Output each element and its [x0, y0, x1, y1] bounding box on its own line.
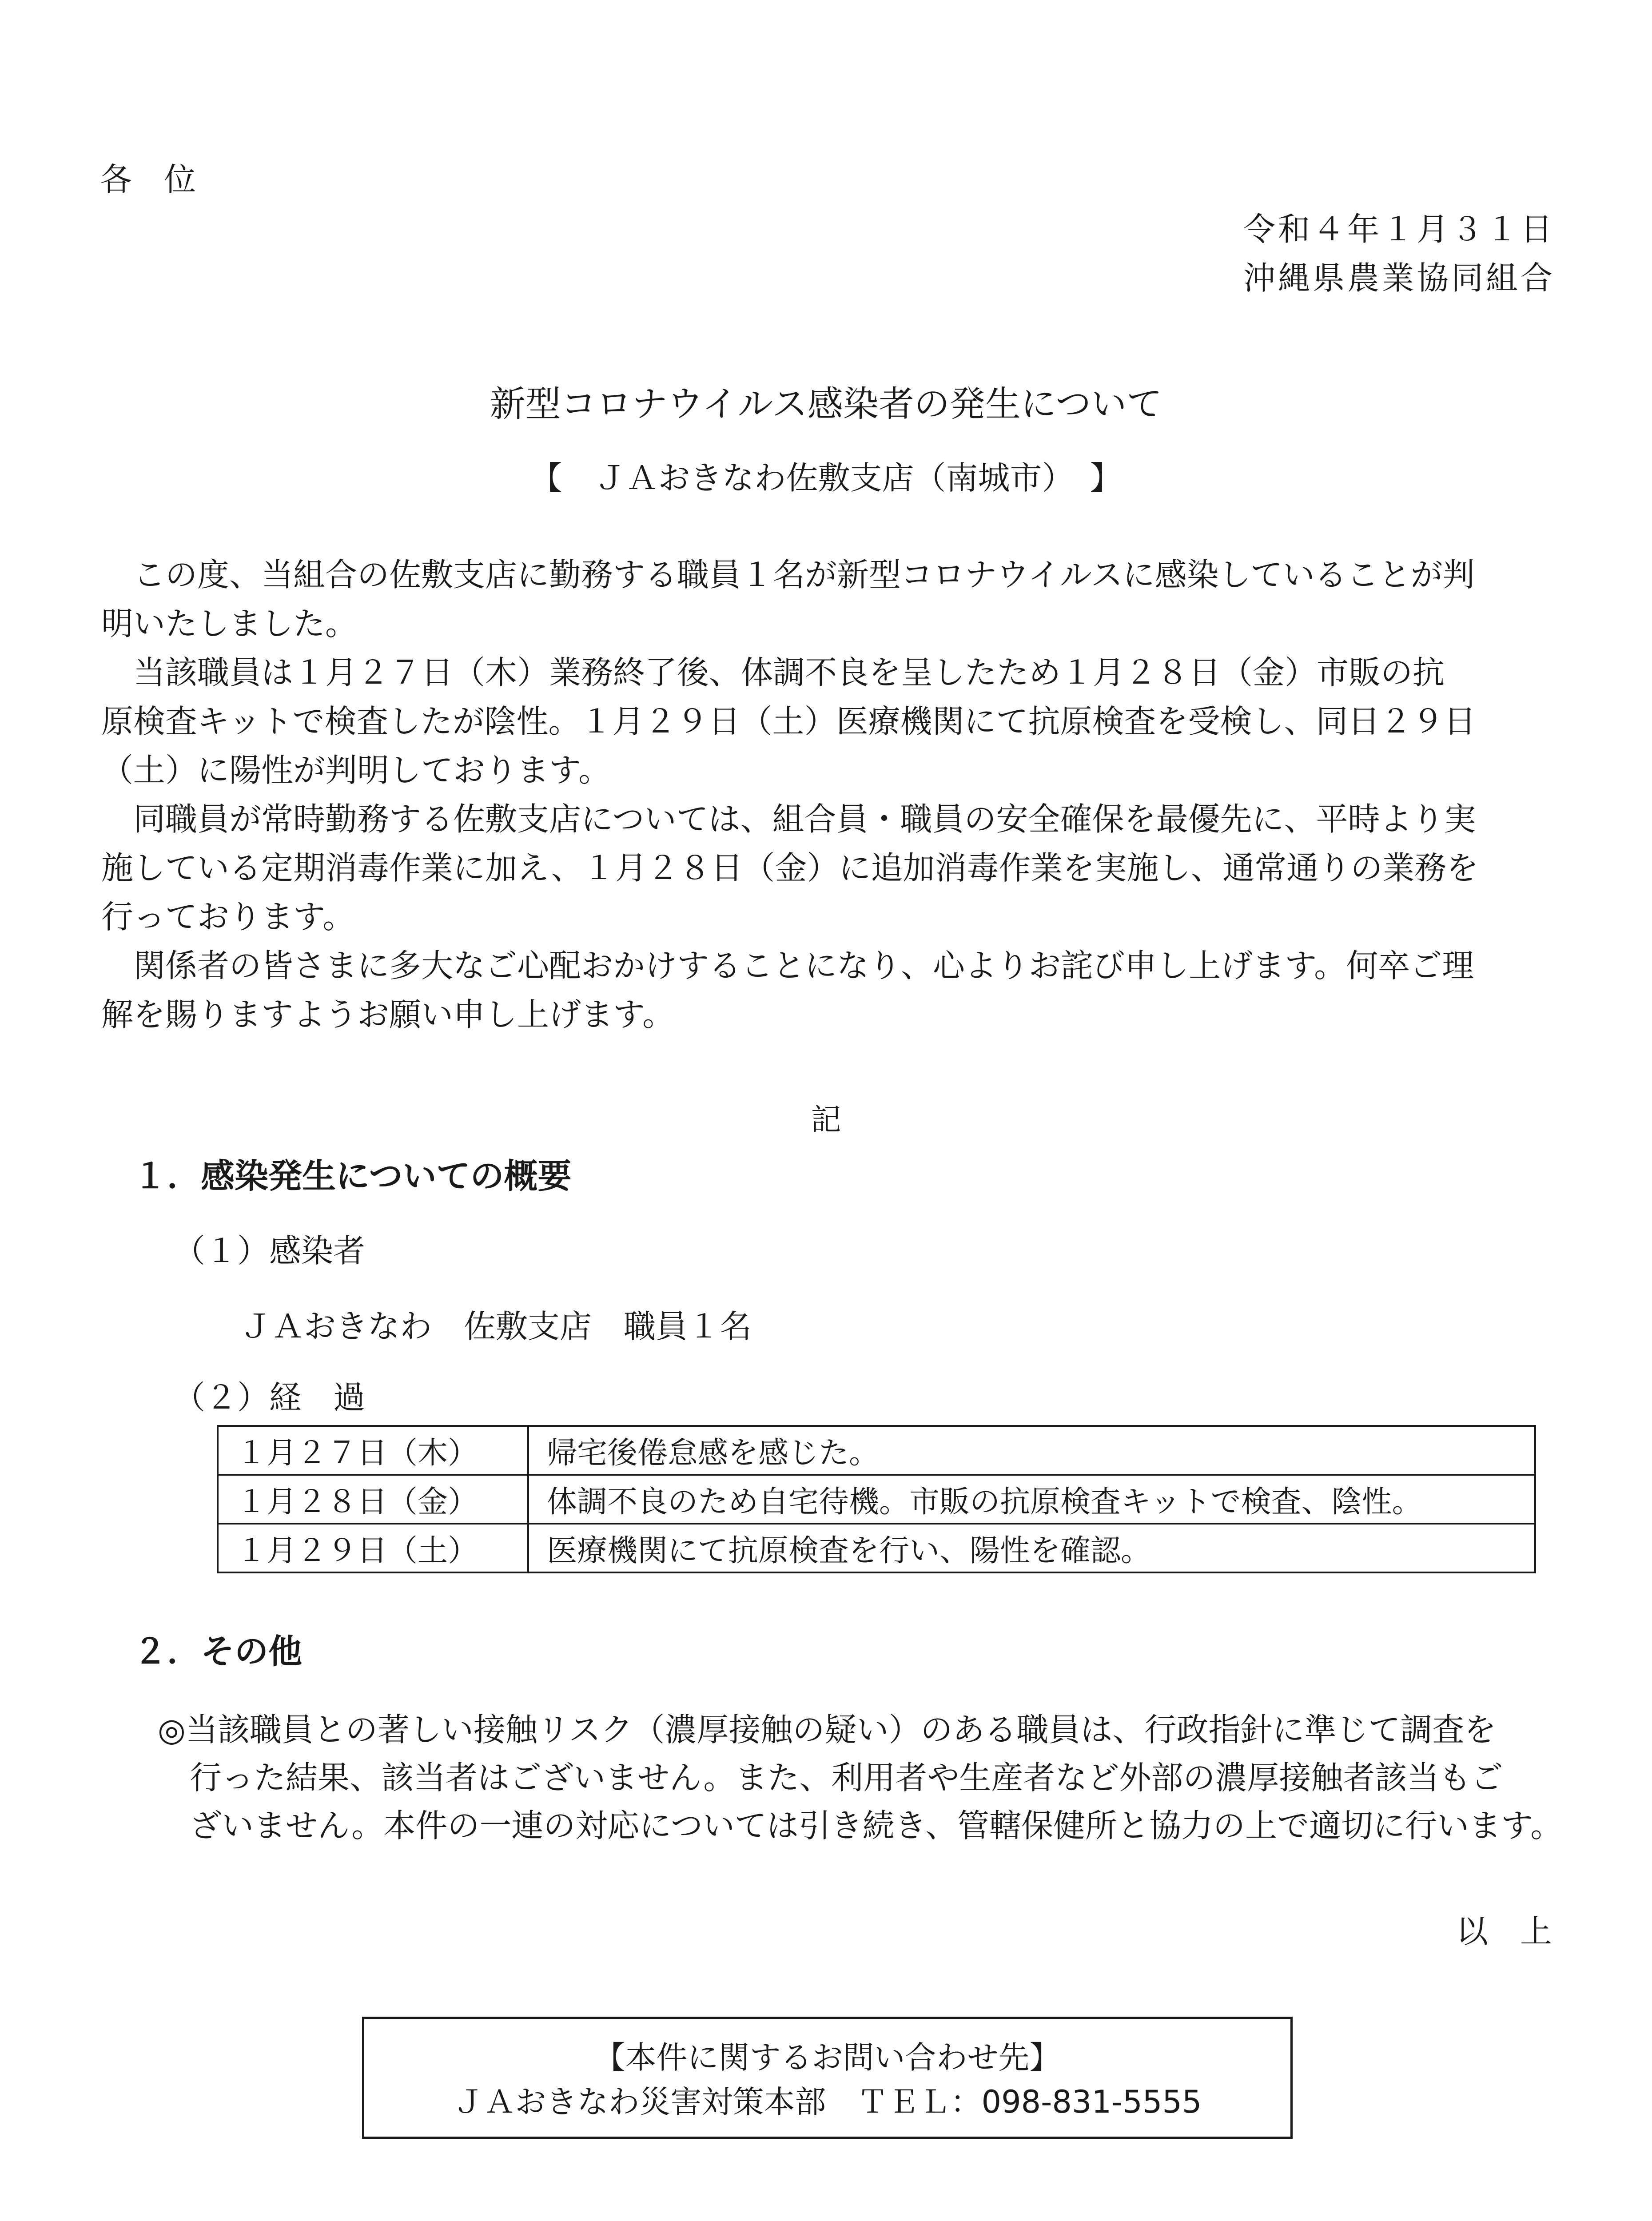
addressee: 各 位	[100, 161, 196, 198]
body-line: 施している定期消毒作業に加え、１月２８日（金）に追加消毒作業を実施し、通常通りの業務を	[101, 849, 1479, 887]
body-line: 同職員が常時勤務する佐敷支店については、組合員・職員の安全確保を最優先に、平時より実	[101, 800, 1476, 838]
body-line: 原検査キットで検査したが陰性。１月２９日（土）医療機関にて抗原検査を受検し、同日２９日	[101, 703, 1476, 740]
issue-date: 令和４年１月３１日	[1243, 211, 1555, 248]
table-row	[218, 1475, 1535, 1524]
timeline-table	[217, 1425, 1536, 1573]
record-mark: 記	[811, 1103, 841, 1138]
section2-line: ざいません。本件の一連の対応については引き続き、管轄保健所と協力の上で適切に行います。	[158, 1807, 1563, 1844]
section2-heading: ２．その他	[133, 1632, 302, 1671]
section2-line: 行った結果、該当者はございません。また、利用者や生産者など外部の濃厚接触者該当もご	[158, 1759, 1503, 1796]
section1-heading: １．感染発生についての概要	[133, 1156, 572, 1196]
infected-label: （１）感染者	[173, 1232, 366, 1270]
timeline-event: 体調不良のため自宅待機。市販の抗原検査キットで検査、陰性。	[528, 1475, 1535, 1524]
body-line: 関係者の皆さまに多大なご心配おかけすることになり、心よりお詫び申し上げます。何卒ご理	[101, 947, 1474, 984]
document-subtitle: 【 ＪＡおきなわ佐敷支店（南城市） 】	[530, 459, 1122, 497]
contact-heading: 【本件に関するお問い合わせ先】	[594, 2039, 1061, 2076]
table-row	[218, 1426, 1535, 1475]
body-line: （土）に陽性が判明しております。	[101, 752, 611, 789]
infected-value: ＪＡおきなわ 佐敷支店 職員１名	[240, 1308, 752, 1345]
body-line: 明いたしました。	[101, 605, 358, 642]
timeline-event: 帰宅後倦怠感を感じた。	[528, 1426, 1535, 1475]
contact-phone: ＪＡおきなわ災害対策本部 ＴＥＬ：098-831-5555	[453, 2084, 1202, 2120]
body-line: この度、当組合の佐敷支店に勤務する職員１名が新型コロナウイルスに感染していることが判	[101, 556, 1475, 593]
issuer-name: 沖縄県農業協同組合	[1243, 259, 1555, 297]
timeline-date: １月２９日（土）	[218, 1524, 528, 1572]
document-title: 新型コロナウイルス感染者の発生について	[490, 383, 1162, 425]
timeline-event: 医療機関にて抗原検査を行い、陽性を確認。	[528, 1524, 1535, 1572]
timeline-date: １月２７日（木）	[218, 1426, 528, 1475]
timeline-date: １月２８日（金）	[218, 1475, 528, 1524]
contact-box	[362, 2017, 1293, 2139]
body-line: 行っております。	[101, 898, 355, 935]
closing-mark: 以 上	[1456, 1913, 1552, 1950]
table-row	[218, 1524, 1535, 1572]
timeline-label: （２）経 過	[173, 1379, 366, 1416]
body-line: 解を賜りますようお願い申し上げます。	[101, 996, 675, 1033]
section2-line: ◎当該職員との著しい接触リスク（濃厚接触の疑い）のある職員は、行政指針に準じて調査を	[158, 1711, 1497, 1748]
body-line: 当該職員は１月２７日（木）業務終了後、体調不良を呈したため１月２８日（金）市販の抗	[101, 654, 1445, 691]
